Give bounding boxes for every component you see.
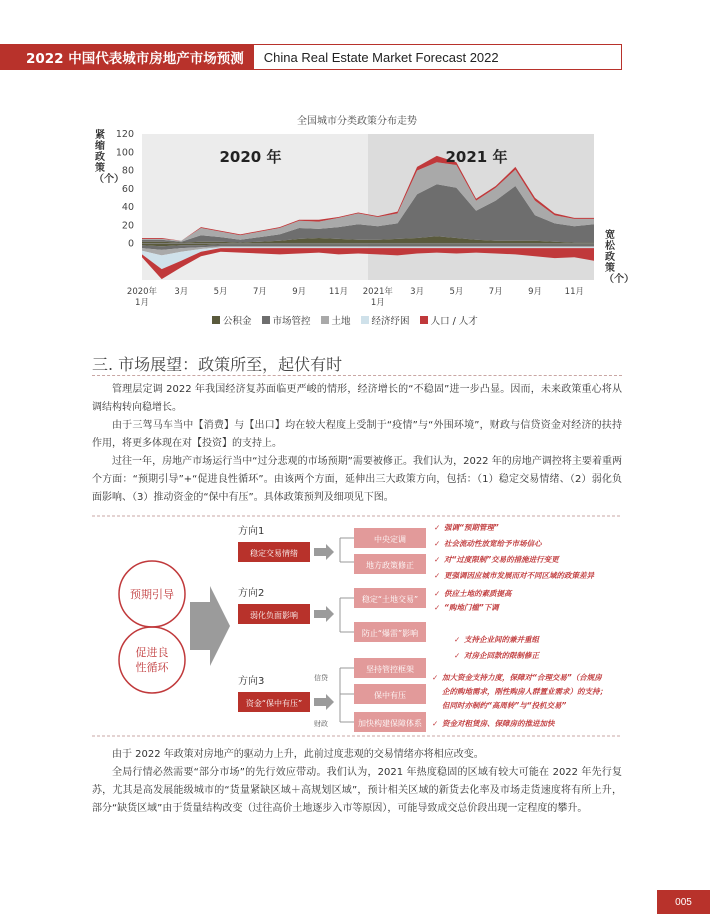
paragraph: 由于 2022 年政策对房地产的驱动力上升，此前过度悲观的交易情绪亦将相应改变。 — [112, 749, 484, 760]
legend-label: 经济纾困 — [371, 316, 410, 327]
legend-swatch — [361, 316, 369, 324]
bullet-check-icon: ✓ — [432, 719, 439, 728]
y-tick-label: 40 — [121, 202, 134, 213]
bullet-check-icon: ✓ — [432, 673, 439, 682]
direction-3-label: 方向3 — [238, 676, 265, 687]
paragraph: 过往一年，房地产市场运行当中“过分悲观的市场预期”需要被修正。我们认为，2022 年的房地产调控将主要着重两个方面：“预期引导”+“促进良性循环”。由该两个方面，延伸出三大政策方向，包括：（1）稳定交易情绪、（2）弱化负面影响、（3）推动资金的“保中有压”。具体政策预判及细项见下图。 — [92, 456, 622, 503]
bullet-text: 加大资金支持力度，保障对“合理交易”（合规房 — [442, 673, 602, 682]
paragraph: 全局行情必然需要“部分市场”的先行效应带动。我们认为，2021 年热度稳固的区域有较大可能在 2022 年先行复苏，尤其是高发展能级城市的“货量紧缺区域＋高规划区域”，预计相关区域的新货去化率及市场走货速度将有所上升，部分“缺货区域”由于货量结构改变（过往高价土地逐步入市等原因），可能导致成交总价段出现一定程度的攀升。 — [92, 767, 622, 814]
direction-2-label: 方向2 — [238, 588, 265, 599]
bullet-check-icon: ✓ — [434, 555, 441, 564]
page-header — [0, 44, 622, 70]
y-tick-label: 100 — [115, 147, 134, 159]
paragraph: 管理层定调 2022 年我国经济复苏面临更严峻的情形，经济增长的“不稳固”进一步凸显。因而，未来政策重心将从调结构转向稳增长。 — [92, 384, 622, 413]
sub-box-text: 坚持管控框架 — [366, 665, 414, 674]
bullet-check-icon: ✓ — [434, 539, 441, 548]
y-tick-label: 20 — [121, 220, 134, 232]
legend-item — [420, 313, 478, 327]
x-tick-label: 2021年 — [362, 287, 393, 297]
bullet-text: 支持企业间的兼并重组 — [464, 635, 539, 644]
circle-label-cycle: 促进良性循环 — [135, 646, 169, 674]
arrow-icon — [314, 694, 334, 710]
x-tick-label: 2020年 — [126, 287, 158, 297]
y-label-bottom: 宽松政策（个） — [604, 230, 634, 285]
direction-3-box-text: 资金“保中有压” — [245, 699, 303, 708]
y-label-top: 紧缩政策（个） — [94, 130, 124, 185]
bullet-check-icon: ✓ — [454, 651, 461, 660]
legend-swatch — [212, 316, 220, 324]
sub-box-text: 中央定调 — [374, 535, 406, 544]
bullet-text: 但同时亦制约“高周转”与“投机交易” — [442, 701, 567, 710]
legend-item — [361, 313, 410, 327]
paragraph: 由于三驾马车当中【消费】与【出口】均在较大程度上受制于“疫情”与“外围环境”，财政与信贷资金对经济的扶持作用，将更多体现在对【投资】的支持上。 — [92, 420, 622, 449]
chart-title: 全国城市分类政策分布走势 — [297, 116, 417, 127]
y-tick-label: 0 — [127, 238, 134, 250]
arrow-icon — [314, 606, 334, 622]
sub-box-text: 加快构建保障体系 — [358, 719, 422, 728]
big-arrow-icon — [190, 586, 230, 666]
x-tick-label: 5月 — [213, 287, 228, 297]
direction-1-label: 方向1 — [238, 526, 265, 537]
sub-box-text: 保中有压 — [374, 691, 406, 700]
x-tick-label: 3月 — [410, 287, 425, 297]
x-tick-label: 11月 — [564, 287, 585, 297]
bullet-text: 更强调因应城市发展而对不同区域的政策差异 — [444, 571, 594, 580]
bullet-text: 强调“预期管理” — [444, 523, 499, 532]
header-title-cn: 2022 中国代表城市房地产市场预测 — [0, 45, 254, 69]
legend-item — [212, 313, 252, 327]
circle-cycle — [119, 627, 185, 693]
section-divider — [92, 375, 622, 376]
bullet-text: 资金对租赁房、保障房的推进加快 — [442, 719, 555, 728]
sub-box-text: 稳定“土地交易” — [361, 595, 419, 604]
annotation-2021: 2021 年 — [445, 148, 508, 166]
policy-direction-diagram — [92, 510, 622, 740]
section-title: 三. 市场展望：政策所至，起伏有时 — [92, 355, 343, 374]
bullet-text: 供应土地的素质提高 — [444, 589, 512, 598]
header-title-en: China Real Estate Market Forecast 2022 — [263, 49, 499, 65]
x-tick-label: 7月 — [488, 287, 503, 297]
bullet-text: “购地门槛”下调 — [444, 603, 499, 612]
x-tick-label: 1月 — [135, 298, 149, 308]
x-tick-label: 7月 — [252, 287, 267, 297]
bullet-check-icon: ✓ — [434, 589, 441, 598]
chart-legend — [212, 313, 478, 327]
direction-1-box-text: 稳定交易情绪 — [250, 549, 298, 558]
policy-chart — [92, 112, 634, 332]
legend-label: 市场管控 — [272, 316, 311, 327]
x-tick-label: 11月 — [328, 287, 349, 297]
bullet-check-icon: ✓ — [434, 571, 441, 580]
side-label-finance: 财政 — [314, 720, 328, 728]
x-tick-label: 9月 — [528, 287, 543, 297]
circle-label-expectation: 预期引导 — [130, 588, 174, 601]
page-number: 005 — [657, 890, 710, 914]
x-tick-label: 3月 — [174, 287, 189, 297]
direction-2-box-text: 弱化负面影响 — [250, 611, 298, 620]
x-tick-label: 1月 — [370, 298, 385, 308]
x-tick-label: 5月 — [449, 287, 464, 297]
bullet-check-icon: ✓ — [454, 635, 461, 644]
legend-label: 人口 / 人才 — [430, 316, 478, 327]
legend-label: 公积金 — [223, 316, 252, 327]
y-tick-label: 120 — [115, 129, 134, 140]
bullet-text: 对房企回款的限制修正 — [464, 651, 539, 660]
bullet-text: 社会流动性放宽给予市场信心 — [444, 539, 542, 548]
legend-item — [321, 313, 351, 327]
y-tick-label: 80 — [121, 165, 134, 177]
legend-swatch — [321, 316, 329, 324]
legend-item — [262, 313, 311, 327]
y-tick-label: 60 — [121, 183, 134, 195]
annotation-2020: 2020 年 — [219, 148, 282, 166]
sub-box-text: 防止“爆雷”影响 — [361, 629, 419, 638]
legend-swatch — [420, 316, 428, 324]
legend-swatch — [262, 316, 270, 324]
bullet-text: 对“过度限制”交易的措施进行变更 — [444, 555, 559, 564]
x-tick-label: 9月 — [292, 287, 307, 297]
bullet-text: 企的购地需求，刚性购房人群置业需求）的支持； — [442, 687, 607, 696]
chart-svg — [92, 126, 634, 326]
sub-box-text: 地方政策修正 — [366, 561, 414, 570]
bullet-check-icon: ✓ — [434, 523, 441, 532]
bullet-check-icon: ✓ — [434, 603, 441, 612]
legend-label: 土地 — [331, 316, 351, 327]
side-label-credit: 信贷 — [314, 674, 328, 682]
arrow-icon — [314, 544, 334, 560]
